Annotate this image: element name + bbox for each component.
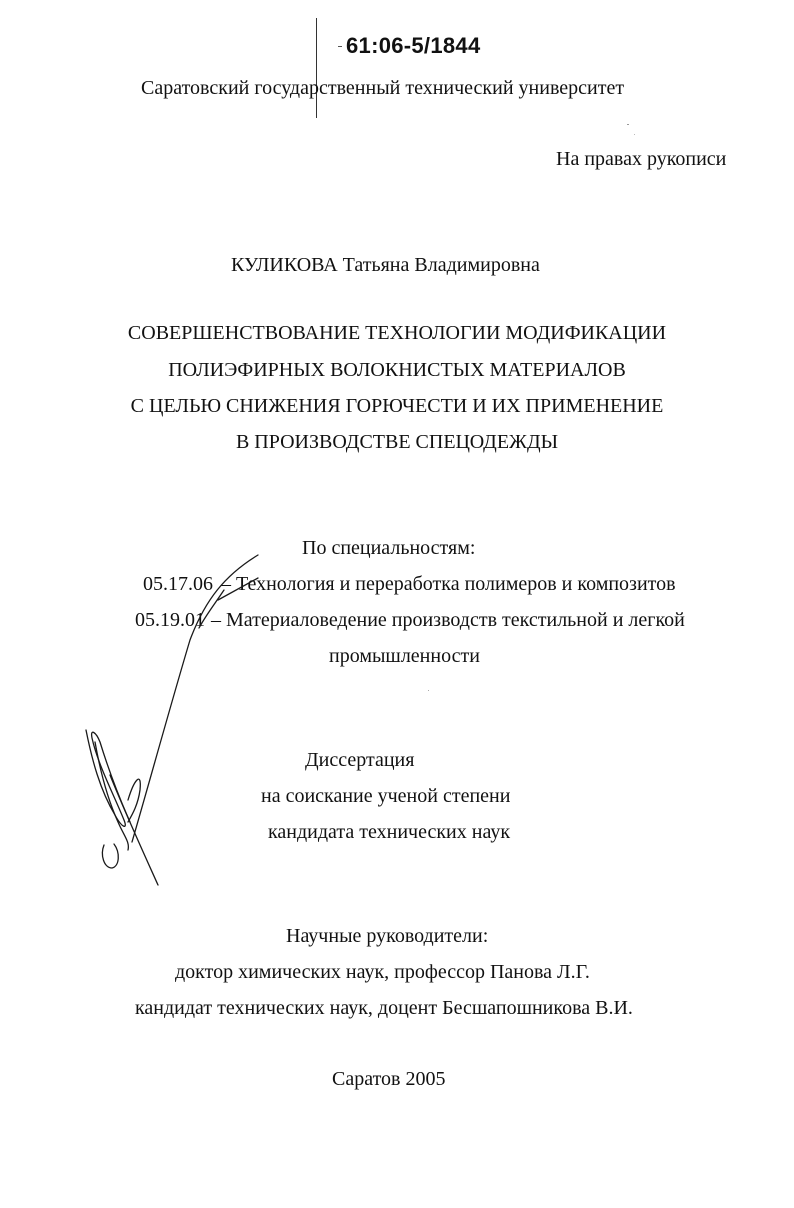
manuscript-rights: На правах рукописи [556, 148, 727, 170]
specialties-heading: По специальностям: [302, 537, 476, 559]
signature-stroke [128, 779, 140, 822]
title-line-2: ПОЛИЭФИРНЫХ ВОЛОКНИСТЫХ МАТЕРИАЛОВ [168, 359, 626, 381]
dissertation-line-3: кандидата технических наук [268, 821, 511, 843]
signature-stroke [86, 730, 130, 826]
dissertation-line-2: на соискание ученой степени [261, 785, 511, 807]
signature-stroke [110, 775, 158, 885]
dissertation-line-1: Диссертация [305, 749, 415, 771]
title-line-1: СОВЕРШЕНСТВОВАНИЕ ТЕХНОЛОГИИ МОДИФИКАЦИИ [127, 322, 667, 344]
specialty-name-2: – Материаловедение производств текстильной и легкой [211, 609, 685, 631]
supervisor-2: кандидат технических наук, доцент Бесшапошникова В.И. [135, 997, 633, 1019]
title-line-3: С ЦЕЛЬЮ СНИЖЕНИЯ ГОРЮЧЕСТИ И ИХ ПРИМЕНЕНИЕ [130, 395, 664, 417]
university-name: Саратовский государственный технический университет [141, 77, 625, 99]
city-year: Саратов 2005 [332, 1068, 446, 1090]
signature-stroke [95, 742, 128, 850]
supervisor-1: доктор химических наук, профессор Панова Л.Г. [175, 961, 590, 983]
author-name: КУЛИКОВА Татьяна Владимировна [231, 254, 540, 276]
specialty-code-1: 05.17.06 [143, 573, 213, 595]
signature-stroke [199, 590, 224, 628]
specialty-name-1: – Технология и переработка полимеров и композитов [221, 573, 676, 595]
signature-stroke [132, 555, 258, 842]
supervisors-heading: Научные руководители: [286, 925, 489, 947]
specialty-code-2: 05.19.01 [135, 609, 205, 631]
specialty-continuation: промышленности [329, 645, 480, 667]
signature-stroke [102, 844, 118, 868]
stamp-number: 61:06-5/1844 [346, 33, 481, 58]
title-line-4: В ПРОИЗВОДСТВЕ СПЕЦОДЕЖДЫ [235, 431, 559, 453]
